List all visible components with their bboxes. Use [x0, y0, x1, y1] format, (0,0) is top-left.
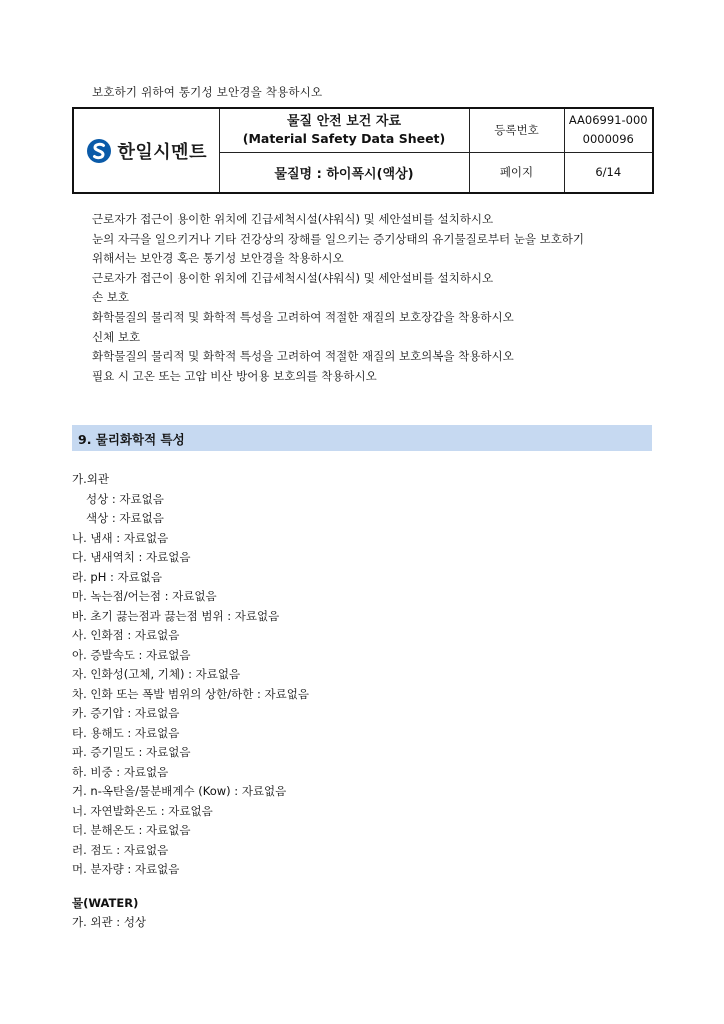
- property-line: 라. pH : 자료없음: [72, 569, 162, 584]
- protection-paragraph: [92, 210, 657, 386]
- property-line: 바. 초기 끓는점과 끓는점 범위 : 자료없음: [72, 608, 280, 623]
- section-heading-bar: [72, 425, 652, 451]
- property-line: 자. 인화성(고체, 기체) : 자료없음: [72, 667, 241, 681]
- page-number: 6/14: [564, 152, 653, 193]
- property-line: 너. 자연발화온도 : 자료없음: [72, 803, 213, 818]
- property-line: 머. 분자량 : 자료없음: [72, 862, 180, 876]
- sub-heading-water: 물(WATER): [72, 895, 139, 910]
- section-title: 9. 물리화학적 특성: [78, 432, 185, 447]
- paragraph-line: 화학물질의 물리적 및 화학적 특성을 고려하여 적절한 재질의 보호의복을 착용하시오: [92, 349, 514, 364]
- property-line: 색상 : 자료없음: [86, 511, 164, 525]
- reg-number-line1: AA06991-000: [568, 113, 648, 128]
- company-logo: [74, 138, 219, 164]
- property-line: 아. 증발속도 : 자료없음: [72, 647, 191, 662]
- paragraph-line: 화학물질의 물리적 및 화학적 특성을 고려하여 적절한 재질의 보호장갑을 착용하시오: [92, 309, 514, 324]
- paragraph-line: 손 보호: [92, 290, 129, 305]
- reg-label: 등록번호: [469, 108, 564, 152]
- msds-header-table: [72, 107, 654, 194]
- property-line: 마. 녹는점/어는점 : 자료없음: [72, 589, 217, 603]
- property-line: 나. 냄새 : 자료없음: [72, 530, 169, 545]
- property-line: 사. 인화점 : 자료없음: [72, 628, 180, 642]
- properties-list: [72, 470, 309, 933]
- material-name: 물질명 : 하이폭시(액상): [219, 152, 469, 193]
- paragraph-line: 신체 보호: [92, 329, 141, 344]
- paragraph-line: 근로자가 접근이 용이한 위치에 긴급세척시설(샤워식) 및 세안설비를 설치하시오: [92, 270, 494, 285]
- doc-title-ko: 물질 안전 보건 자료: [286, 114, 402, 130]
- property-line: 성상 : 자료없음: [86, 491, 164, 506]
- property-line: 다. 냄새역치 : 자료없음: [72, 550, 191, 564]
- top-line: 보호하기 위하여 통기성 보안경을 착용하시오: [92, 85, 323, 99]
- property-line: 타. 용해도 : 자료없음: [72, 725, 180, 740]
- property-line: 더. 분해온도 : 자료없음: [72, 823, 191, 837]
- reg-number-line2: 0000096: [582, 132, 634, 147]
- doc-title-cell: [219, 108, 469, 152]
- property-line: 카. 증기압 : 자료없음: [72, 706, 180, 720]
- property-line: 러. 점도 : 자료없음: [72, 842, 169, 857]
- reg-number-cell: [564, 108, 653, 152]
- property-line: 파. 증기밀도 : 자료없음: [72, 745, 191, 759]
- paragraph-line: 필요 시 고온 또는 고압 비산 방어용 보호의를 착용하시오: [92, 368, 377, 383]
- page-label: 페이지: [469, 152, 564, 193]
- company-logo-cell: [73, 108, 219, 193]
- paragraph-line: 위해서는 보안경 혹은 통기성 보안경을 착용하시오: [92, 251, 344, 266]
- doc-title-en: (Material Safety Data Sheet): [242, 131, 446, 147]
- property-line: 가. 외관 : 성상: [72, 915, 147, 929]
- paragraph-line: 눈의 자극을 일으키거나 기타 건강상의 장해를 일으키는 증기상태의 유기물질로부터 눈을 보호하기: [92, 231, 585, 246]
- hanil-logo-icon: [86, 138, 112, 164]
- property-line: 거. n-옥탄올/물분배계수 (Kow) : 자료없음: [72, 784, 287, 798]
- property-line: 가.외관: [72, 472, 109, 486]
- property-line: 차. 인화 또는 폭발 범위의 상한/하한 : 자료없음: [72, 686, 309, 701]
- property-line: 하. 비중 : 자료없음: [72, 764, 169, 779]
- company-name: 한일시멘트: [117, 141, 207, 163]
- paragraph-line: 근로자가 접근이 용이한 위치에 긴급세척시설(샤워식) 및 세안설비를 설치하시오: [92, 212, 494, 226]
